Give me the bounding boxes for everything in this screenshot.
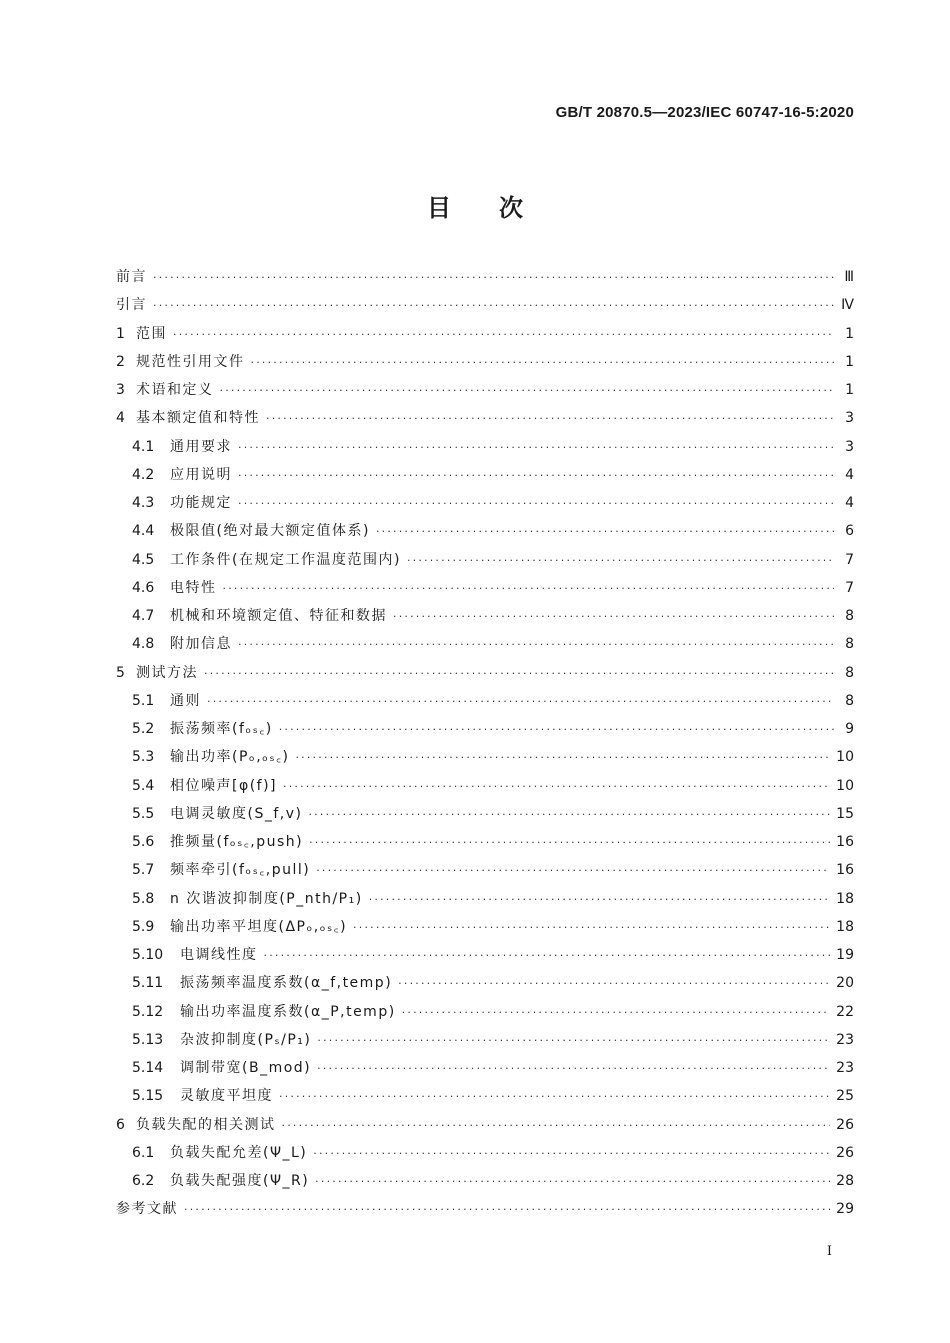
toc-leader-dots	[220, 384, 835, 397]
toc-entry[interactable]	[116, 1170, 854, 1198]
toc-entry-page: 29	[836, 1201, 854, 1218]
toc-entry-page: 1	[845, 325, 854, 342]
toc-entry-number: 6.1	[132, 1144, 155, 1161]
toc-leader-dots	[266, 412, 834, 425]
toc-entry-number: 6.2	[132, 1173, 155, 1189]
toc-entry-page: 26	[836, 1116, 854, 1133]
toc-entry-label: 电特性	[170, 579, 217, 596]
toc-entry[interactable]	[116, 351, 854, 379]
toc-entry-number: 4.2	[132, 466, 155, 483]
toc-entry-label: 参考文献	[116, 1201, 178, 1218]
toc-entry-label: 负载失配的相关测试	[136, 1116, 276, 1133]
toc-entry-number: 4.6	[132, 579, 155, 596]
toc-leader-dots	[283, 780, 830, 793]
toc-entry-page: 10	[836, 777, 854, 794]
toc-entry-label: 极限值(绝对最大额定值体系)	[170, 523, 370, 540]
toc-leader-dots	[184, 1203, 830, 1216]
toc-entry-label: 灵敏度平坦度	[180, 1088, 273, 1105]
toc-entry[interactable]	[116, 605, 854, 633]
toc-entry[interactable]	[116, 916, 854, 944]
toc-entry-label: 频率牵引(fₒₛ꜀,pull)	[170, 862, 311, 879]
toc-entry-page: 16	[836, 834, 854, 850]
toc-entry[interactable]	[116, 407, 854, 435]
toc-entry-label: 应用说明	[170, 466, 232, 483]
toc-entry-page: 22	[836, 1003, 854, 1020]
toc-leader-dots	[279, 1090, 830, 1103]
toc-entry-label: 规范性引用文件	[136, 353, 245, 370]
toc-entry-number: 5.8	[132, 890, 155, 907]
toc-leader-dots	[317, 1062, 830, 1075]
toc-leader-dots	[402, 1006, 831, 1019]
toc-entry-page: 4	[845, 495, 854, 511]
toc-entry-page: 15	[836, 805, 854, 822]
toc-entry-label: 输出功率温度系数(α_P,temp)	[180, 1003, 396, 1020]
page-number: I	[826, 1244, 832, 1259]
toc-leader-dots	[223, 582, 835, 595]
toc-entry[interactable]	[116, 718, 854, 746]
toc-leader-dots	[407, 554, 834, 567]
standard-code: GB/T 20870.5—2023/IEC 60747-16-5:2020	[555, 104, 854, 121]
toc-entry-page: Ⅳ	[841, 297, 854, 314]
toc-entry-label: 振荡频率温度系数(α_f,temp)	[180, 975, 393, 992]
toc-entry-page: 8	[845, 664, 854, 681]
toc-leader-dots	[353, 921, 830, 934]
toc-entry-page: 25	[836, 1088, 854, 1105]
toc-entry-page: 18	[836, 890, 854, 907]
toc-entry-page: Ⅲ	[844, 269, 854, 285]
toc-entry-label: 电调灵敏度(S_f,v)	[170, 805, 303, 822]
toc-leader-dots	[317, 1034, 830, 1047]
toc-entry[interactable]	[116, 1001, 854, 1029]
toc-entry-label: 相位噪声[φ(f)]	[170, 777, 278, 794]
toc-entry-number: 5.9	[132, 918, 155, 935]
toc-entry[interactable]	[116, 888, 854, 916]
toc-leader-dots	[308, 808, 830, 821]
toc-entry-number: 6	[116, 1116, 125, 1133]
toc-entry[interactable]	[116, 690, 854, 718]
toc-entry[interactable]	[116, 1198, 854, 1226]
toc-entry-number: 4	[116, 410, 125, 427]
toc-entry-number: 5.12	[132, 1003, 164, 1020]
toc-entry-label: 输出功率(Pₒ,ₒₛ꜀)	[170, 749, 290, 766]
toc-entry-number: 5	[116, 664, 125, 681]
toc-leader-dots	[153, 271, 834, 284]
toc-entry-label: 范围	[136, 325, 167, 342]
toc-entry[interactable]	[116, 746, 854, 774]
toc-entry-label: 推频量(fₒₛ꜀,push)	[170, 834, 304, 850]
toc-entry-page: 1	[845, 353, 854, 370]
toc-entry-page: 20	[836, 975, 854, 992]
toc-entry-number: 5.1	[132, 692, 155, 709]
toc-entry-number: 4.3	[132, 495, 155, 511]
toc-entry-page: 8	[845, 636, 854, 653]
toc-leader-dots	[238, 469, 834, 482]
toc-leader-dots	[398, 977, 830, 990]
toc-leader-dots	[251, 356, 835, 369]
toc-leader-dots	[393, 610, 834, 623]
toc-entry-label: 调制带宽(B_mod)	[180, 1060, 312, 1076]
toc-entry-number: 1	[116, 325, 125, 342]
toc-entry-number: 5.7	[132, 862, 155, 879]
toc-entry[interactable]	[116, 294, 854, 322]
toc-entry-label: 杂波抑制度(Pₛ/P₁)	[180, 1031, 312, 1048]
toc-entry-page: 9	[845, 721, 854, 737]
toc-entry-page: 23	[836, 1060, 854, 1076]
toc-entry-number: 5.6	[132, 834, 155, 850]
toc-entry[interactable]	[116, 520, 854, 548]
toc-entry[interactable]	[116, 1142, 854, 1170]
toc-entry[interactable]	[116, 972, 854, 1000]
toc-entry[interactable]	[116, 831, 854, 859]
toc-entry-page: 28	[836, 1173, 854, 1189]
toc-entry[interactable]	[116, 944, 854, 972]
toc-leader-dots	[315, 1175, 830, 1188]
toc-entry-page: 8	[845, 608, 854, 624]
toc-entry-label: 负载失配允差(Ψ_L)	[170, 1144, 308, 1161]
table-of-contents	[116, 266, 854, 1227]
toc-entry-page: 3	[845, 438, 854, 455]
toc-entry-label: 附加信息	[170, 636, 232, 653]
toc-entry-page: 23	[836, 1031, 854, 1048]
toc-entry[interactable]	[116, 323, 854, 351]
toc-entry-page: 3	[845, 410, 854, 427]
toc-entry-label: 基本额定值和特性	[136, 410, 260, 427]
toc-entry-label: 机械和环境额定值、特征和数据	[170, 608, 387, 624]
page-title: 目次	[427, 194, 571, 222]
toc-entry[interactable]	[116, 436, 854, 464]
toc-leader-dots	[309, 836, 830, 849]
toc-entry-page: 16	[836, 862, 854, 879]
toc-entry-label: 通则	[170, 692, 201, 709]
toc-entry-number: 4.1	[132, 438, 155, 455]
toc-entry-label: 前言	[116, 269, 147, 285]
toc-leader-dots	[316, 864, 830, 877]
toc-entry-label: 电调线性度	[180, 947, 258, 963]
toc-entry-page: 8	[845, 692, 854, 709]
toc-entry-label: 输出功率平坦度(ΔPₒ,ₒₛ꜀)	[170, 918, 348, 935]
toc-entry-label: n 次谐波抑制度(P_nth/P₁)	[170, 890, 363, 907]
toc-leader-dots	[173, 328, 834, 341]
toc-leader-dots	[282, 1119, 831, 1132]
toc-entry[interactable]	[116, 379, 854, 407]
toc-entry[interactable]	[116, 803, 854, 831]
toc-entry-page: 7	[845, 579, 854, 596]
toc-leader-dots	[207, 695, 834, 708]
toc-entry-number: 5.10	[132, 947, 164, 963]
toc-leader-dots	[204, 667, 834, 680]
toc-entry-number: 5.13	[132, 1031, 164, 1048]
toc-entry-label: 负载失配强度(Ψ_R)	[170, 1173, 310, 1189]
toc-entry-number: 4.8	[132, 636, 155, 653]
toc-entry[interactable]	[116, 1085, 854, 1113]
toc-entry-page: 19	[836, 947, 854, 963]
toc-entry[interactable]	[116, 549, 854, 577]
toc-leader-dots	[369, 893, 830, 906]
toc-entry-number: 3	[116, 382, 125, 398]
toc-entry-number: 5.15	[132, 1088, 164, 1105]
toc-entry-page: 26	[836, 1144, 854, 1161]
toc-entry-page: 10	[836, 749, 854, 766]
toc-entry-number: 4.7	[132, 608, 155, 624]
toc-entry[interactable]	[116, 1114, 854, 1142]
toc-entry-number: 5.5	[132, 805, 155, 822]
toc-leader-dots	[313, 1147, 830, 1160]
toc-entry-label: 振荡频率(fₒₛ꜀)	[170, 721, 273, 737]
toc-entry-page: 6	[845, 523, 854, 540]
toc-entry-label: 引言	[116, 297, 147, 314]
toc-entry-number: 4.4	[132, 523, 155, 540]
toc-entry-number: 5.3	[132, 749, 155, 766]
toc-entry-label: 通用要求	[170, 438, 232, 455]
toc-entry-label: 测试方法	[136, 664, 198, 681]
toc-entry-label: 术语和定义	[136, 382, 214, 398]
toc-entry[interactable]	[116, 1029, 854, 1057]
toc-entry-page: 18	[836, 918, 854, 935]
toc-leader-dots	[238, 441, 834, 454]
toc-entry[interactable]	[116, 266, 854, 294]
toc-entry-number: 5.14	[132, 1060, 164, 1076]
toc-entry-label: 工作条件(在规定工作温度范围内)	[170, 551, 401, 568]
toc-entry-number: 4.5	[132, 551, 155, 568]
toc-entry[interactable]	[116, 464, 854, 492]
toc-entry-page: 4	[845, 466, 854, 483]
toc-entry-label: 功能规定	[170, 495, 232, 511]
toc-entry-number: 5.2	[132, 721, 155, 737]
toc-leader-dots	[238, 497, 834, 510]
toc-leader-dots	[264, 949, 831, 962]
toc-leader-dots	[153, 299, 834, 312]
toc-entry-number: 5.11	[132, 975, 164, 992]
toc-entry[interactable]	[116, 1057, 854, 1085]
toc-entry[interactable]	[116, 633, 854, 661]
toc-entry-number: 2	[116, 353, 125, 370]
toc-leader-dots	[279, 723, 834, 736]
toc-entry[interactable]	[116, 662, 854, 690]
toc-entry[interactable]	[116, 492, 854, 520]
toc-entry-page: 1	[845, 382, 854, 398]
toc-entry-number: 5.4	[132, 777, 155, 794]
toc-leader-dots	[376, 525, 834, 538]
toc-leader-dots	[238, 638, 834, 651]
toc-leader-dots	[295, 751, 830, 764]
toc-entry[interactable]	[116, 577, 854, 605]
toc-entry[interactable]	[116, 859, 854, 887]
toc-entry[interactable]	[116, 775, 854, 803]
toc-entry-page: 7	[845, 551, 854, 568]
